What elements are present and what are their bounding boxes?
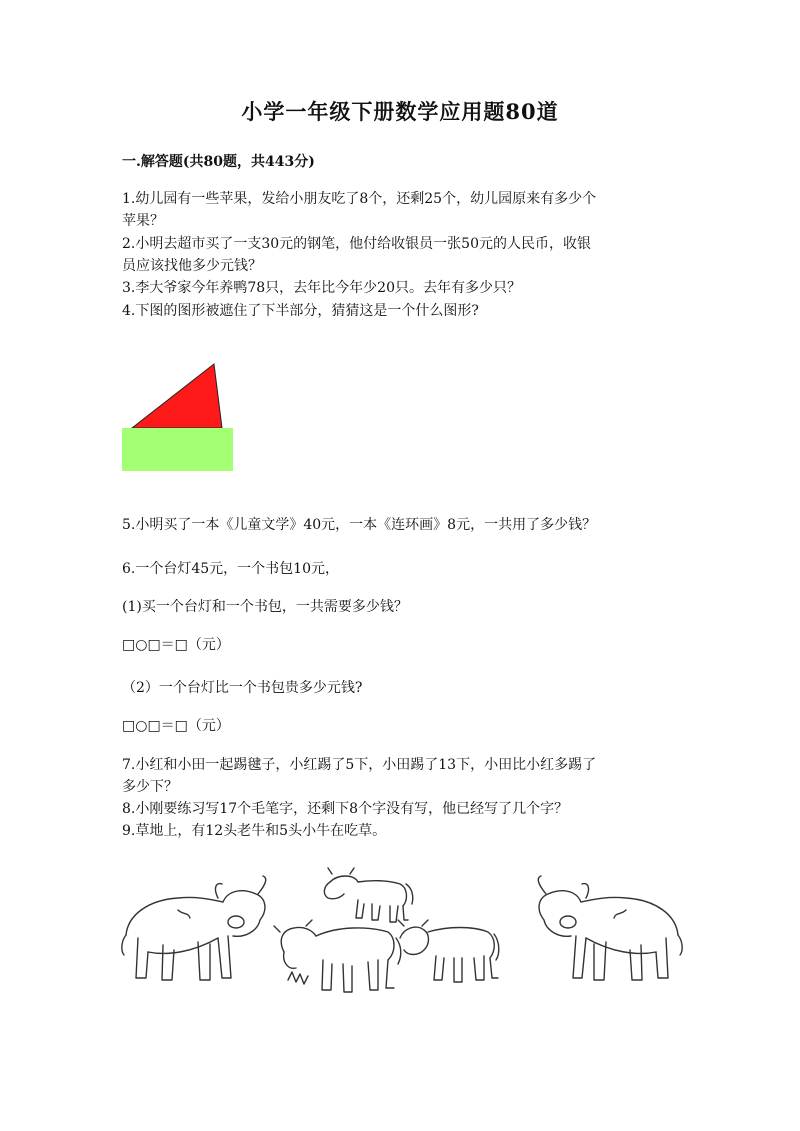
question-7-line-1: 7.小红和小田一起踢毽子，小红踢了5下，小田踢了13下，小田比小红多踢了 <box>122 757 597 773</box>
calf-right-icon <box>398 920 499 982</box>
question-5: 5.小明买了一本《儿童文学》40元，一本《连环画》8元，一共用了多少钱？ <box>122 517 597 533</box>
question-9: 9.草地上，有12头老牛和5头小牛在吃草。 <box>122 823 387 839</box>
section-heading: 一.解答题(共80题，共443分) <box>122 154 315 170</box>
question-8: 8.小刚要练习写17个毛笔字，还剩下8个字没有写，他已经写了几个字？ <box>122 801 569 817</box>
question-6-part-1: (1)买一个台灯和一个书包，一共需要多少钱？ <box>122 599 408 615</box>
question-2-line-2: 员应该找他多少元钱？ <box>122 258 262 274</box>
green-cover-rectangle <box>122 428 233 471</box>
question-1-line-2: 苹果？ <box>122 213 164 229</box>
grazing-ox-icon <box>274 920 401 992</box>
page-title: 小学一年级下册数学应用题80道 <box>241 99 559 124</box>
question-4: 4.下图的图形被遮住了下半部分，猜猜这是一个什么图形? <box>122 303 479 319</box>
question-6-answer-1: □○□＝□（元） <box>122 637 230 653</box>
question-6: 6.一个台灯45元，一个书包10元， <box>122 561 339 577</box>
question-6-part-2: （2）一个台灯比一个书包贵多少元钱? <box>122 680 363 696</box>
cattle-illustration <box>118 860 688 1000</box>
question-3: 3.李大爷家今年养鸭78只，去年比今年少20只。去年有多少只？ <box>122 280 521 296</box>
question-2-line-1: 2.小明去超市买了一支30元的钢笔，他付给收银员一张50元的人民币，收银 <box>122 236 591 252</box>
question-7-line-2: 多少下？ <box>122 779 178 795</box>
big-ox-left-icon <box>122 876 266 980</box>
calf-top-icon <box>324 868 412 922</box>
big-ox-right-icon <box>538 876 682 980</box>
covered-triangle-figure <box>118 360 238 475</box>
red-triangle <box>132 364 222 428</box>
question-6-answer-2: □○□＝□（元） <box>122 718 230 734</box>
question-1-line-1: 1.幼儿园有一些苹果，发给小朋友吃了8个，还剩25个，幼儿园原来有多少个 <box>122 191 597 207</box>
